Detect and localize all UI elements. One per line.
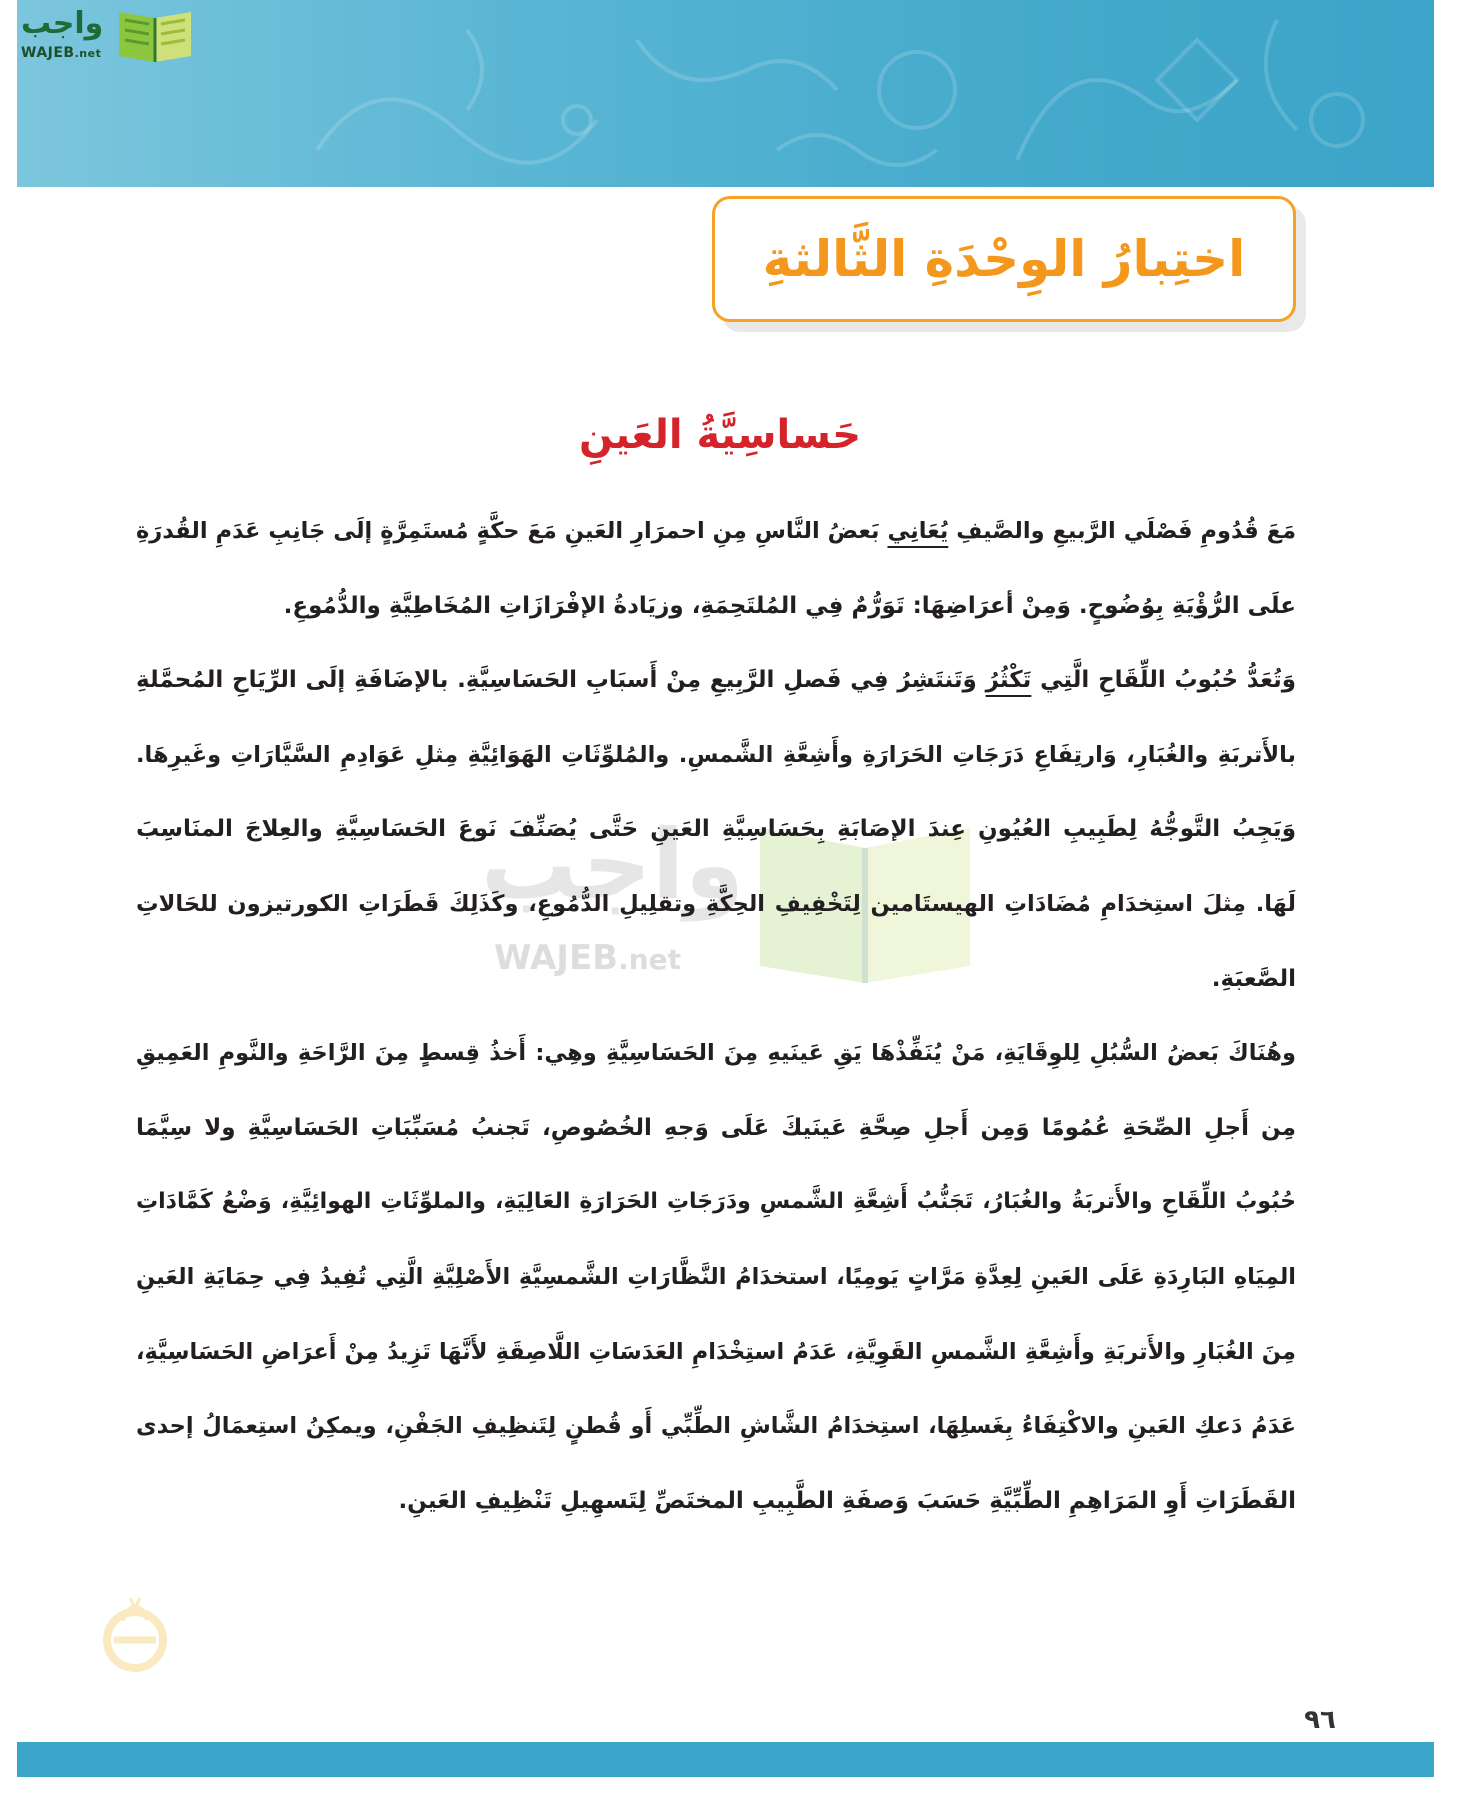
- paragraph-1-line-2: علَى الرُّؤْيَةِ بِوُضُوحٍ. وَمِنْ أعرَاضِهَا: تَوَرُّمٌ فِي المُلتَحِمَةِ، وزيَادةُ الإفْرَازَاتِ المُخَاطِيَّةِ والدُّمُوعِ.: [283, 592, 1296, 619]
- paragraph-2-line-1: [136, 643, 1296, 718]
- wajeb-logo[interactable]: [17, 4, 197, 66]
- paragraph-1-line-1: [136, 494, 1296, 569]
- paragraph-4-line-5: مِنَ الغُبَارِ والأَتربَةِ وأَشِعَّةِ الشَّمسِ القَوِيَّةِ، عَدَمُ استِخْدَامِ العَدَسَاتِ اللَّاصِقَةِ لأَنَّهَا تَزِيدُ مِنْ أَعرَاضِ الحَسَاسِيَّةِ،: [136, 1338, 1296, 1365]
- paragraph-4-line-2: مِن أَجلِ الصِّحَةِ عُمُومًا وَمِن أَجلِ صِحَّةِ عَينَيكَ عَلَى وَجهِ الخُصُوصِ، تَجنبُ مُسَبِّبَاتِ الحَسَاسِيَّةِ ولا سِيَّمَا: [136, 1114, 1296, 1141]
- paragraph-4-line-3: حُبُوبُ اللِّقَاحِ والأَتربَةُ والغُبَارُ، تَجَنُّبُ أَشِعَّةِ الشَّمسِ ودَرَجَاتِ الحَرَارَةِ العَالِيَةِ، والملوِّثَاتِ الهوائِيَّةِ، وَضْعُ كَمَّادَاتِ: [136, 1189, 1296, 1215]
- paragraph-4-line-4: المِيَاهِ البَارِدَةِ عَلَى العَينِ لِعِدَّةِ مَرَّاتٍ يَومِيًا، استخدَامُ النَّظَّارَاتِ الشَّمسِيَّةِ الأَصْلِيَّةِ الَّتِي تُفِيدُ فِي حِمَايَةِ العَينِ: [136, 1263, 1296, 1290]
- bottom-bar: [17, 1742, 1434, 1777]
- section-subtitle: حَساسِيَّةُ العَينِ: [578, 412, 862, 458]
- unit-test-title-box: [712, 196, 1296, 322]
- ministry-emblem-icon: [100, 1590, 170, 1675]
- paragraph-3-line-2: لَهَا. مِثلَ استِخدَامِ مُضَادَاتِ الهيستَامين لِتَخْفِيفِ الحِكَّةِ وتقلِيلِ الدُّمُوعِ، وكَذَلِكَ قَطَرَاتِ الكورتيزون للحَالاتِ: [136, 890, 1296, 917]
- logo-arabic-text: واجب: [21, 6, 104, 41]
- text-segment: بَعضُ النَّاسِ مِنِ احمرَارِ العَينِ مَعَ حكَّةٍ مُستَمِرَّةٍ إلَى جَانِبِ عَدَمِ القُدرَةِ: [136, 518, 880, 544]
- underlined-word: يُعَانِي: [887, 518, 949, 544]
- paragraph-4-line-6: عَدَمُ دَعكِ العَينِ والاكْتِفَاءُ بِغَسلِهَا، استِخدَامُ الشَّاشِ الطِّبِّي أَو قُطنٍ لِتَنظِيفِ الجَفْنِ، ويمكِنُ استِعمَالُ إحدى: [136, 1413, 1296, 1440]
- text-segment: مَعَ قُدُومِ فَصْلَي الرَّبيعِ والصَّيفِ: [956, 518, 1296, 544]
- book-icon: [115, 8, 195, 64]
- logo-latin-text: [21, 44, 101, 63]
- paragraph-3-line-3: الصَّعبَةِ.: [1211, 965, 1296, 992]
- text-segment: وَتَنتَشِرُ فِي فَصلِ الرَّبِيعِ مِنْ أَسبَابِ الحَسَاسِيَّةِ. بالإضَافَةِ إلَى الرِّيَاحِ المُحمَّلةِ: [136, 667, 977, 694]
- underlined-word: تَكْثُرُ: [985, 667, 1032, 694]
- top-banner: [17, 0, 1434, 187]
- article-body: [136, 494, 1296, 1538]
- logo-latin-suffix: .net: [74, 47, 102, 60]
- paragraph-2-line-2: بالأَتربَةِ والغُبَارِ، وَارتِفَاعِ دَرَجَاتِ الحَرَارَةِ وأَشِعَّةِ الشَّمسِ. والمُلوِّثَاتِ الهَوَائِيَّةِ مِثلِ عَوَادِمِ السَّيَّارَاتِ وغَيرِهَا.: [136, 741, 1296, 768]
- banner-pattern: [17, 0, 1434, 187]
- page-title: اختِبارُ الوِحْدَةِ الثَّالثةِ: [762, 230, 1246, 288]
- paragraph-3-line-1: وَيَجِبُ التَّوجُّهُ لِطَبِيبِ العُيُونِ عِندَ الإصَابَةِ بِحَسَاسِيَّةِ العَينِ حَتَّى يُصَنِّفَ نَوعَ الحَسَاسِيَّةِ والعِلاجَ المنَاسِبَ: [136, 816, 1296, 843]
- page-number: ٩٦: [1304, 1705, 1336, 1735]
- watermark-latin-name: WAJEB: [494, 938, 619, 978]
- paragraph-4-line-1: وهُنَاكَ بَعضُ السُّبُلِ لِلوِقَايَةِ، مَنْ يُنَفِّذْهَا يَقِ عَينَيهِ مِنَ الحَسَاسِيَّةِ وهِي: أَخذُ قِسطٍ مِنَ الرَّاحَةِ والنَّومِ العَمِيقِ: [136, 1040, 1296, 1067]
- paragraph-4-line-7: القَطَرَاتِ أَوِ المَرَاهِمِ الطِّبِّيَّةِ حَسَبَ وَصفَةِ الطَّبِيبِ المختَصِّ لِتَسهِيلِ تَنْظِيفِ العَينِ.: [398, 1487, 1296, 1514]
- logo-latin-name: WAJEB: [21, 45, 75, 61]
- text-segment: وَتُعَدُّ حُبُوبُ اللِّقَاحِ الَّتِي: [1040, 667, 1296, 694]
- watermark-arabic-text: واجب: [480, 809, 745, 921]
- watermark-latin-suffix: .net: [618, 943, 682, 976]
